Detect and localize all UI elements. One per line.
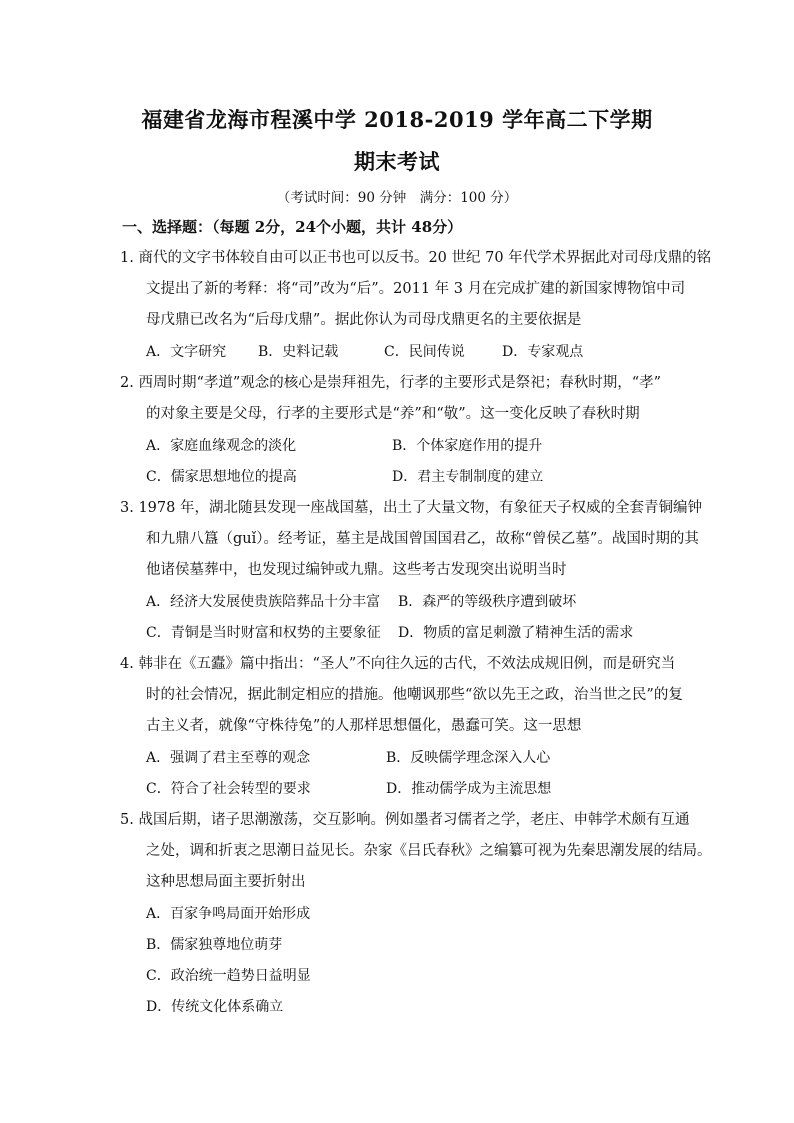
exam-info: （考试时间：90 分钟 满分：100 分）	[276, 190, 518, 206]
option-a: A．百家争鸣局面开始形成	[146, 906, 311, 922]
question-2	[120, 368, 680, 430]
option-d: D．君主专制制度的建立	[392, 469, 544, 485]
question-4	[120, 649, 683, 742]
option-d: D．传统文化体系确立	[146, 999, 284, 1015]
option-b: B．个体家庭作用的提升	[392, 438, 543, 454]
option-c: C．儒家思想地位的提高	[146, 469, 297, 485]
question-1	[120, 243, 712, 336]
question-line: 母戊鼎已改名为“后母戊鼎”。据此你认为司母戊鼎更名的主要依据是	[146, 312, 582, 328]
question-line: 5. 战国后期，诸子思潮激荡，交互影响。例如墨者习儒者之学，老庄、申韩学术颇有互通	[120, 812, 690, 828]
question-line: 1. 商代的文字书体较自由可以正书也可以反书。20 世纪 70 年代学术界据此对司母戊鼎的铭	[120, 250, 712, 266]
question-line: 他诸侯墓葬中，也发现过编钟或九鼎。这些考古发现突出说明当时	[146, 562, 567, 578]
question-line: 之处，调和折衷之思潮日益见长。杂家《吕氏春秋》之编纂可视为先秦思潮发展的结局。	[146, 843, 712, 859]
exam-title: 福建省龙海市程溪中学 2018-2019 学年高二下学期	[141, 107, 653, 132]
option-b: B．史料记载	[258, 344, 339, 360]
option-a: A．强调了君主至尊的观念	[146, 750, 311, 766]
option-b: B．反映儒学理念深入人心	[386, 750, 551, 766]
option-d: D．专家观点	[502, 344, 584, 360]
option-c: C．政治统一趋势日益明显	[146, 968, 311, 984]
option-d: D．物质的富足刺激了精神生活的需求	[398, 625, 634, 641]
option-b: B．儒家独尊地位萌芽	[146, 937, 283, 953]
question-5	[120, 805, 712, 898]
question-line: 文提出了新的考释：将“司”改为“后”。2011 年 3 月在完成扩建的新国家博物馆中司	[146, 281, 686, 297]
option-a: A．文字研究	[146, 344, 227, 360]
option-d: D．推动儒学成为主流思想	[386, 781, 552, 797]
question-line: 古主义者，就像“守株待兔”的人那样思想僵化，愚蠢可笑。这一思想	[146, 718, 582, 734]
question-line: 和九鼎八簋（guǐ）。经考证，墓主是战国曾国国君乙，故称“曾侯乙墓”。战国时期的其	[146, 531, 699, 547]
option-a: A．经济大发展使贵族陪葬品十分丰富	[146, 594, 381, 610]
option-c: C．符合了社会转型的要求	[146, 781, 311, 797]
option-c: C．青铜是当时财富和权势的主要象征	[146, 625, 381, 641]
option-b: B．森严的等级秩序遭到破坏	[398, 594, 577, 610]
question-line: 3. 1978 年，湖北随县发现一座战国墓，出土了大量文物，有象征天子权威的全套青铜编钟	[120, 500, 702, 516]
exam-subtitle: 期末考试	[354, 149, 440, 174]
question-line: 的对象主要是父母，行孝的主要形式是“养”和“敬”。这一变化反映了春秋时期	[146, 406, 640, 422]
section-heading: 一、选择题：（每题 2分，24个小题，共计 48分）	[122, 218, 463, 236]
question-3	[120, 493, 702, 586]
question-line: 4. 韩非在《五蠹》篇中指出：“圣人”不向往久远的古代，不效法成规旧例，而是研究当	[120, 656, 676, 672]
question-line: 这种思想局面主要折射出	[146, 874, 306, 890]
option-c: C．民间传说	[384, 344, 465, 360]
question-line: 2. 西周时期“孝道”观念的核心是崇拜祖先，行孝的主要形式是祭祀；春秋时期，“孝”	[120, 375, 662, 391]
option-a: A．家庭血缘观念的淡化	[146, 438, 297, 454]
question-line: 时的社会情况，据此制定相应的措施。他嘲讽那些“欲以先王之政，治当世之民”的复	[146, 687, 683, 703]
